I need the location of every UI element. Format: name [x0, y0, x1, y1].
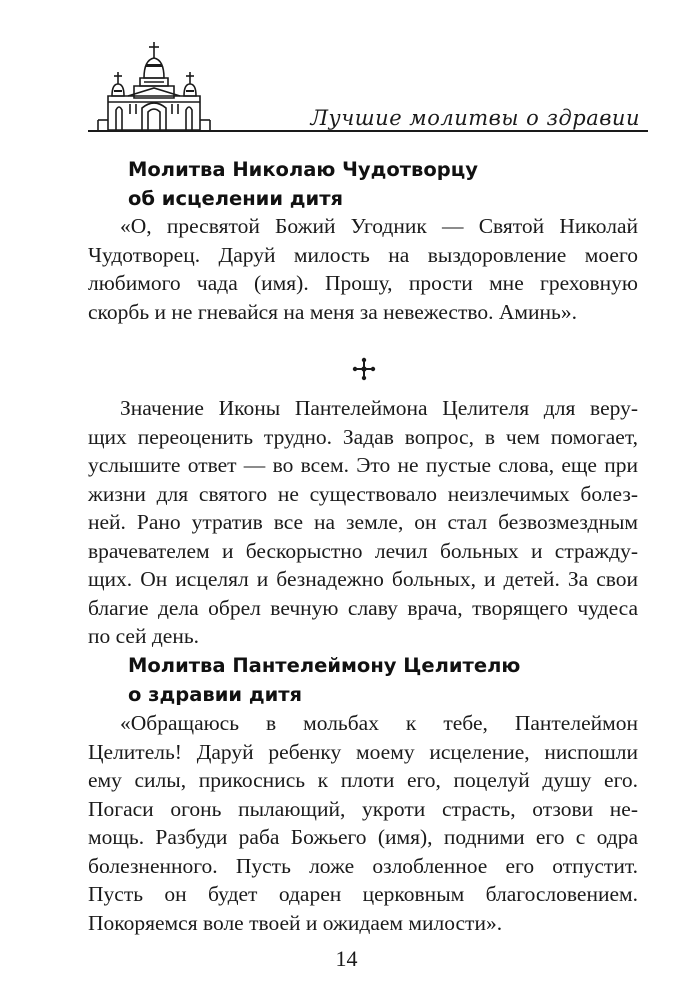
header-rule	[88, 130, 648, 132]
text-line: болезненного. Пусть ложе озлобленное его отпустит.	[88, 853, 638, 878]
body-paragraph-panteleimon-icon	[88, 394, 638, 651]
text-line: благие дела обрел вечную славу врача, творящего чудеса	[88, 595, 638, 620]
text-line: «О, пресвятой Божий Угодник — Святой Николай	[120, 214, 638, 238]
prayer-text-panteleimon	[88, 709, 638, 937]
running-title: Лучшие молитвы о здравии	[310, 106, 640, 130]
text-line: Покоряемся воле твоей и ожидаем милости».	[88, 910, 503, 935]
running-header	[88, 38, 648, 142]
text-line: мощь. Разбуди раба Божьего (имя), подними его с одра	[88, 825, 638, 849]
heading-line: Молитва Пантелеймону Целителю	[128, 654, 521, 677]
text-line: жизни для святого не существовало неизлечимых болез-	[88, 481, 638, 506]
prayer-heading-panteleimon	[128, 652, 608, 709]
text-line: любимого чада (имя). Прошу, прости мне греховную	[88, 271, 638, 295]
prayer-text-nicholas	[88, 212, 638, 326]
text-line: ему силы, прикоснись к плоти его, поцелуй душу его.	[88, 768, 638, 792]
text-line: Чудотворец. Даруй милость на выздоровление моего	[88, 242, 638, 267]
heading-line: о здравии дитя	[128, 682, 303, 706]
text-line: Целитель! Даруй ребенку моему исцеление, ниспошли	[88, 739, 638, 764]
text-line: по сей день.	[88, 624, 200, 648]
text-line: щих. Он исцелял и безнадежно больных, и детей. За свои	[88, 567, 638, 591]
text-line: врачевателем и бескорыстно лечил больных и стражду-	[88, 538, 638, 563]
text-line: щих переоценить трудно. Задав вопрос, в чем помогает,	[88, 424, 638, 449]
prayer-heading-nicholas	[128, 156, 608, 213]
text-line: ней. Рано утратив все на земле, он стал безвозмездным	[88, 510, 638, 534]
text-line: Пусть он будет одарен церковным благословением.	[88, 882, 638, 906]
text-line: скорбь и не гневайся на меня за невежество. Аминь».	[88, 299, 577, 324]
cathedral-icon	[88, 38, 228, 142]
text-line: «Обращаюсь в мольбах к тебе, Пантелеймон	[120, 711, 638, 735]
text-line: Значение Иконы Пантелеймона Целителя для веру-	[120, 396, 638, 420]
ornament-cross-icon	[352, 357, 376, 381]
text-line: услышите ответ — во всем. Это не пустые слова, еще при	[88, 453, 638, 477]
heading-line: об исцелении дитя	[128, 186, 344, 210]
text-line: Погаси огонь пылающий, укроти страсть, отзови не-	[88, 796, 638, 821]
heading-line: Молитва Николаю Чудотворцу	[128, 158, 478, 181]
page-number: 14	[335, 946, 358, 971]
